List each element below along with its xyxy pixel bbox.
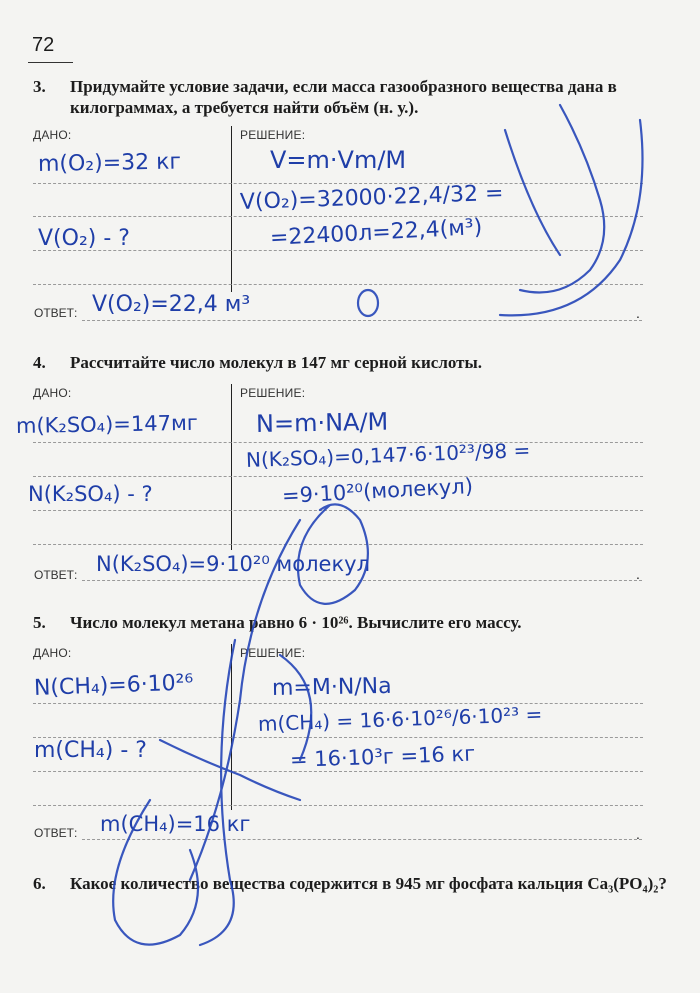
solution-label: РЕШЕНИЕ: [240, 386, 306, 400]
answer-label: ОТВЕТ: [34, 306, 78, 320]
task-number: 3. [33, 77, 46, 96]
task-number: 5. [33, 613, 46, 632]
handwritten-solution: m=M·N/Na [271, 673, 392, 701]
task-text: Рассчитайте число молекул в 147 мг серной кислоты. [70, 353, 483, 372]
scribble-stroke [200, 640, 235, 945]
scribble-stroke [500, 120, 643, 315]
answer-end-dot: . [636, 305, 640, 321]
handwritten-solution: m(CH₄) = 16·6·10²⁶/6·10²³ = [257, 702, 543, 736]
handwritten-answer: N(K₂SO₄)=9·10²⁰ молекул [96, 552, 370, 576]
handwritten-given: N(K₂SO₄) - ? [28, 482, 153, 506]
handwritten-given: m(K₂SO₄)=147мг [15, 410, 199, 438]
task-text: Какое количество вещества содержится в 945 мг фосфата кальция Ca₃(PO₄)₂? [70, 874, 667, 893]
handwritten-solution: V=m·Vm/M [270, 146, 407, 174]
scribble-stroke [520, 105, 604, 293]
given-label: ДАНО: [33, 128, 72, 142]
handwritten-answer: V(O₂)=22,4 м³ [92, 292, 251, 317]
solution-label: РЕШЕНИЕ: [240, 646, 306, 660]
scribble-stroke [190, 520, 300, 880]
handwritten-given: m(O₂)=32 кг [37, 149, 182, 177]
scribble-loop [113, 800, 198, 945]
handwritten-solution: V(O₂)=32000·22,4/32 = [239, 180, 504, 215]
handwritten-given: N(CH₄)=6·10²⁶ [33, 670, 194, 701]
task-text: Число молекул метана равно 6 · 10²⁶. Вычислите его массу. [70, 613, 522, 632]
handwritten-answer: m(CH₄)=16 кг [100, 812, 251, 836]
scribble-loop [298, 504, 368, 603]
given-label: ДАНО: [33, 386, 72, 400]
handwritten-given: m(CH₄) - ? [34, 738, 147, 763]
scribble-circle [358, 290, 378, 316]
scribble-stroke [280, 655, 311, 760]
scribble-stroke [505, 130, 560, 255]
handwritten-solution: =22400л=22,4(м³) [269, 214, 483, 251]
given-label: ДАНО: [33, 646, 72, 660]
answer-end-dot: . [636, 826, 640, 842]
scribble-stroke [160, 740, 300, 800]
solution-label: РЕШЕНИЕ: [240, 128, 306, 142]
handwritten-solution: = 16·10³г =16 кг [289, 741, 476, 772]
task-number: 6. [33, 874, 46, 893]
handwritten-solution: N(K₂SO₄)=0,147·6·10²³/98 = [245, 438, 531, 472]
task-text: Придумайте условие задачи, если масса газообразного вещества дана в килограммах, а требуется найти объём (н. у.). [70, 77, 617, 117]
handwritten-given: V(O₂) - ? [38, 226, 130, 251]
handwritten-solution: =9·10²⁰(молекул) [281, 474, 474, 508]
answer-label: ОТВЕТ: [34, 568, 78, 582]
answer-end-dot: . [636, 566, 640, 582]
answer-label: ОТВЕТ: [34, 826, 78, 840]
page-number: 72 [32, 34, 55, 56]
handwritten-solution: N=m·NA/M [255, 407, 389, 438]
task-number: 4. [33, 353, 46, 372]
